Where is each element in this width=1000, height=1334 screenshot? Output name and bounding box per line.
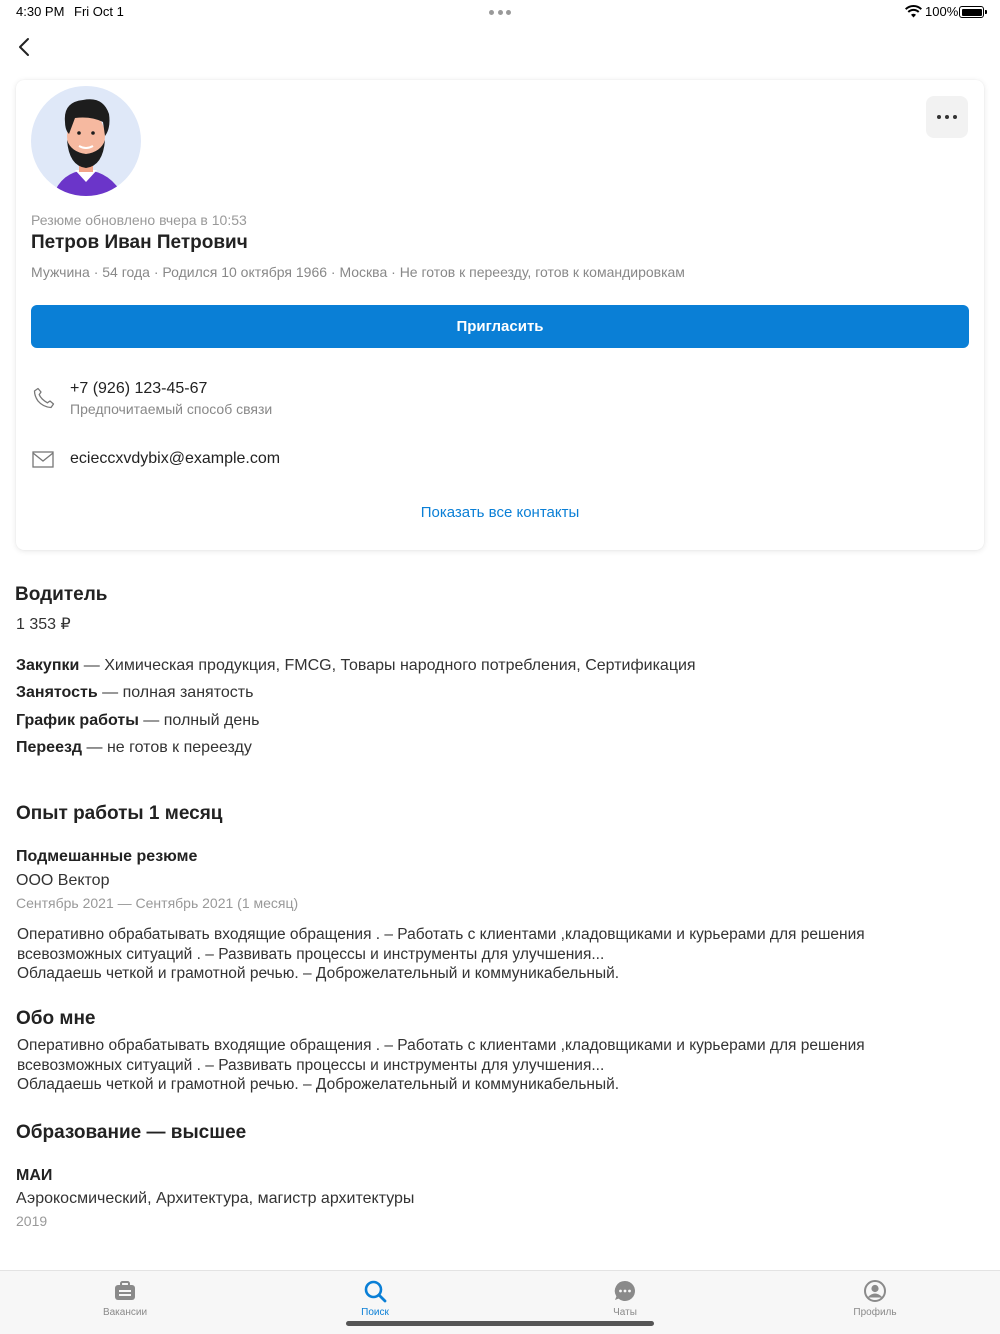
education-year: 2019 (16, 1213, 48, 1229)
candidate-meta: Мужчина · 54 года · Родился 10 октября 1966 · Москва · Не готов к переезду, готов к командировкам (31, 264, 685, 280)
job-period: Сентябрь 2021 — Сентябрь 2021 (1 месяц) (16, 895, 299, 911)
battery-icon (959, 6, 984, 18)
invite-button[interactable]: Пригласить (31, 305, 969, 348)
position-title: Водитель (15, 584, 108, 605)
status-date: Fri Oct 1 (74, 4, 124, 19)
about-text (17, 1036, 917, 1095)
about-line: всевозможных ситуаций . – Развивать процессы и инструменты для улучшения... (17, 1056, 605, 1074)
detail-row-employment (16, 684, 253, 702)
about-line: Обладаешь четкой и грамотной речью. – Доброжелательный и коммуникабельный. (17, 1076, 620, 1093)
home-indicator[interactable] (346, 1321, 654, 1326)
tab-label: Поиск (361, 1307, 389, 1318)
tab-search[interactable] (315, 1279, 435, 1318)
detail-row-purchasing (16, 657, 696, 675)
detail-value: — полный день (138, 712, 260, 729)
resume-updated: Резюме обновлено вчера в 10:53 (31, 212, 247, 228)
show-all-contacts-link[interactable]: Показать все контакты (420, 504, 580, 521)
salary: 1 353 ₽ (16, 616, 71, 633)
status-time: 4:30 PM (16, 4, 65, 19)
tab-vacancies[interactable] (65, 1279, 185, 1318)
candidate-name: Петров Иван Петрович (31, 232, 248, 253)
job-description (17, 925, 917, 984)
back-chevron-icon[interactable] (14, 36, 36, 58)
status-bar (0, 0, 1000, 24)
tab-label: Вакансии (102, 1307, 148, 1318)
detail-key: Переезд (16, 739, 83, 756)
tab-label: Чаты (613, 1307, 637, 1318)
search-icon (363, 1279, 387, 1303)
detail-row-relocation (16, 739, 252, 757)
detail-key: График работы (16, 712, 139, 729)
multitasking-dots-icon[interactable] (489, 10, 511, 15)
vacancies-icon (113, 1279, 137, 1303)
phone-number[interactable]: +7 (926) 123-45-67 (70, 380, 208, 397)
detail-value: — Химическая продукция, FMCG, Товары народного потребления, Сертификация (79, 657, 696, 674)
experience-title: Опыт работы 1 месяц (16, 803, 223, 824)
detail-row-schedule (16, 712, 259, 730)
about-title: Обо мне (16, 1008, 96, 1029)
job-description-line: Обладаешь четкой и грамотной речью. – Доброжелательный и коммуникабельный. (17, 965, 620, 982)
resume-card (16, 80, 984, 550)
job-description-line: всевозможных ситуаций . – Развивать процессы и инструменты для улучшения... (17, 945, 605, 963)
profile-icon (863, 1279, 887, 1303)
tab-profile[interactable] (815, 1279, 935, 1318)
mail-icon (32, 451, 54, 468)
tab-chats[interactable] (565, 1279, 685, 1318)
tab-label: Профиль (853, 1307, 897, 1318)
battery-percent: 100% (925, 4, 959, 19)
avatar-illustration (31, 86, 141, 196)
about-line: Оперативно обрабатывать входящие обращения . – Работать с клиентами ,кладовщиками и курьерами для решения (17, 1037, 865, 1054)
chat-icon (613, 1279, 637, 1303)
education-faculty: Аэрокосмический, Архитектура, магистр архитектуры (16, 1190, 415, 1207)
detail-key: Закупки (16, 657, 80, 674)
job-description-line: Оперативно обрабатывать входящие обращения . – Работать с клиентами ,кладовщиками и курьерами для решения (17, 926, 865, 943)
avatar (31, 86, 141, 196)
job-title: Подмешанные резюме (16, 848, 198, 865)
detail-value: — полная занятость (97, 684, 254, 701)
detail-key: Занятость (16, 684, 98, 701)
phone-note: Предпочитаемый способ связи (70, 401, 273, 417)
detail-value: — не готов к переезду (82, 739, 252, 756)
wifi-icon (905, 4, 922, 18)
education-institution: МАИ (16, 1167, 53, 1184)
phone-icon (32, 386, 56, 410)
education-title: Образование — высшее (16, 1122, 247, 1143)
email-address[interactable]: ecieccxvdybix@example.com (70, 450, 281, 467)
company-name: ООО Вектор (16, 872, 110, 889)
more-options-button[interactable] (926, 96, 968, 138)
